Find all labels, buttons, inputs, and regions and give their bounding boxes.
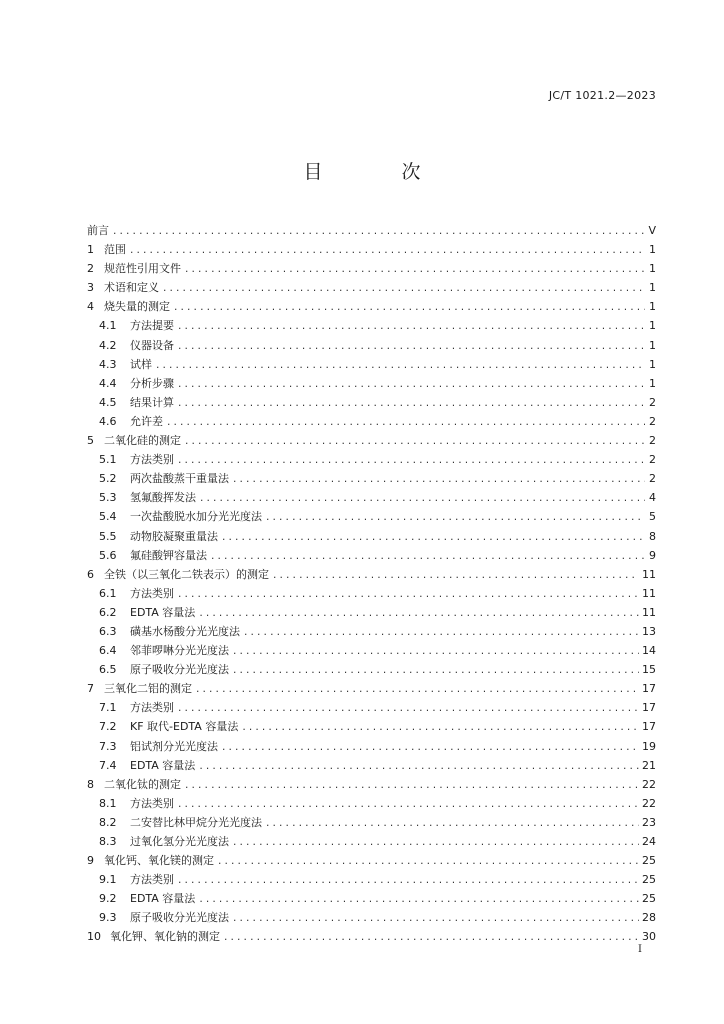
toc-entry[interactable] [87, 794, 656, 813]
toc-entry[interactable] [87, 431, 656, 450]
toc-dot-leader [232, 910, 639, 927]
toc-entry-label: 磺基水杨酸分光光度法 [130, 624, 240, 638]
toc-entry[interactable] [87, 889, 656, 908]
toc-entry-number: 8 [87, 777, 94, 791]
toc-entry-label: 二氧化硅的测定 [104, 434, 181, 448]
toc-entry-number: 7.1 [99, 701, 117, 715]
toc-entry[interactable] [87, 469, 656, 488]
toc-entry-page: 28 [642, 911, 656, 925]
toc-entry-page: 1 [649, 262, 656, 276]
toc-entry[interactable] [87, 336, 656, 355]
toc-entry-number: 5.1 [99, 453, 117, 467]
toc-entry-number: 9.2 [99, 892, 117, 906]
toc-entry-label: 氟硅酸钾容量法 [130, 548, 207, 562]
toc-entry[interactable] [87, 679, 656, 698]
toc-entry-number: 10 [87, 930, 101, 944]
standard-code: JC/T 1021.2—2023 [548, 89, 656, 102]
toc-entry-number: 8.3 [99, 835, 117, 848]
toc-entry-label: 邻菲啰啉分光光度法 [130, 644, 229, 658]
toc-entry-page: 14 [642, 644, 656, 658]
toc-entry-number: 9.3 [99, 911, 117, 925]
toc-entry[interactable] [87, 507, 656, 526]
toc-entry-label: 铝试剂分光光度法 [130, 739, 218, 753]
page-title: 目 次 [303, 161, 451, 183]
toc-dot-leader [162, 280, 645, 297]
toc-entry-number: 6.4 [99, 644, 117, 658]
toc-dot-leader [232, 471, 645, 488]
toc-entry-label: KF 取代-EDTA 容量法 [130, 720, 239, 734]
toc-entry-page: 25 [642, 873, 656, 887]
toc-entry-number: 7.3 [99, 739, 117, 753]
toc-entry-page: 9 [649, 548, 656, 562]
toc-entry-label: 术语和定义 [104, 281, 159, 295]
toc-entry-number: 5.4 [99, 510, 117, 524]
toc-entry-label: 范围 [104, 243, 126, 257]
toc-entry[interactable] [87, 546, 656, 565]
toc-entry[interactable] [87, 870, 656, 889]
toc-dot-leader [177, 700, 639, 717]
toc-entry-label: EDTA 容量法 [130, 758, 196, 772]
toc-entry-label: 方法类别 [130, 586, 174, 600]
toc-dot-leader [198, 605, 639, 622]
toc-entry-label: 二安替比林甲烷分光光度法 [130, 815, 262, 829]
toc-dot-leader [177, 318, 645, 335]
toc-entry-page: 22 [642, 796, 656, 810]
toc-entry-page: 17 [642, 701, 656, 715]
toc-entry-page: 17 [642, 682, 656, 696]
toc-entry-label: 分析步骤 [130, 376, 174, 390]
toc-dot-leader [221, 529, 645, 546]
toc-dot-leader [184, 777, 639, 794]
toc-entry-page: 2 [649, 414, 656, 428]
toc-entry-page: 25 [642, 854, 656, 868]
toc-entry-page: 11 [642, 567, 656, 581]
toc-entry-page: 11 [642, 586, 656, 600]
toc-entry[interactable] [87, 316, 656, 335]
toc-dot-leader [243, 624, 639, 641]
toc-entry-label: 方法提要 [130, 319, 174, 333]
toc-entry-label: 结果计算 [130, 395, 174, 409]
toc-entry-number: 7.4 [99, 758, 117, 772]
toc-entry-label: 试样 [130, 357, 152, 371]
toc-entry[interactable] [87, 240, 656, 259]
toc-entry-page: 30 [642, 930, 656, 944]
toc-entry-page: 2 [649, 472, 656, 486]
toc-entry-label: 方法类别 [130, 873, 174, 887]
toc-entry[interactable] [87, 813, 656, 832]
toc-entry[interactable] [87, 297, 656, 316]
toc-entry[interactable] [87, 355, 656, 374]
toc-dot-leader [217, 853, 639, 870]
toc-entry-number: 4.2 [99, 338, 117, 352]
toc-dot-leader [155, 357, 645, 374]
toc-entry-label: 原子吸收分光光度法 [130, 663, 229, 677]
toc-dot-leader [199, 490, 645, 507]
toc-entry-number: 5.3 [99, 491, 117, 505]
toc-entry-number: 5 [87, 434, 94, 448]
toc-entry-number: 9.1 [99, 873, 117, 887]
toc-entry-label: 过氧化氢分光光度法 [130, 835, 229, 848]
toc-entry-page: 1 [649, 300, 656, 314]
toc-dot-leader [177, 395, 645, 412]
toc-entry-number: 6.5 [99, 663, 117, 677]
toc-entry-label: 仪器设备 [130, 338, 174, 352]
toc-entry-page: 15 [642, 663, 656, 677]
toc-entry-number: 6.3 [99, 624, 117, 638]
footer-page-number: I [638, 944, 642, 955]
toc-dot-leader [198, 891, 639, 908]
toc-dot-leader [177, 338, 645, 355]
toc-entry-label: 氢氟酸挥发法 [130, 491, 196, 505]
toc-entry-number: 7 [87, 682, 94, 696]
toc-entry-number: 6.2 [99, 605, 117, 619]
toc-entry[interactable] [87, 412, 656, 431]
toc-entry-number: 2 [87, 262, 94, 276]
toc-entry-page: 13 [642, 624, 656, 638]
toc-entry-page: 11 [642, 605, 656, 619]
toc-dot-leader [195, 681, 639, 698]
toc-dot-leader [232, 643, 639, 660]
toc-entry[interactable] [87, 775, 656, 794]
toc-entry-number: 4.1 [99, 319, 117, 333]
toc-entry-number: 9 [87, 854, 94, 868]
toc-entry-label: EDTA 容量法 [130, 605, 196, 619]
toc-entry[interactable] [87, 641, 656, 660]
toc-dot-leader [272, 567, 639, 584]
toc-entry-label: 规范性引用文件 [104, 262, 181, 276]
toc-entry[interactable] [87, 660, 656, 679]
toc-entry-page: 5 [649, 510, 656, 524]
toc-entry-label: 方法类别 [130, 701, 174, 715]
toc-entry-number: 6.1 [99, 586, 117, 600]
toc-entry[interactable] [87, 717, 656, 736]
toc-entry-number: 8.2 [99, 815, 117, 829]
toc-entry-page: 1 [649, 357, 656, 371]
toc-entry[interactable] [87, 278, 656, 297]
toc-entry-label: 原子吸收分光光度法 [130, 911, 229, 925]
toc-entry-number: 4.5 [99, 395, 117, 409]
toc-entry-number: 6 [87, 567, 94, 581]
toc-entry-page: 1 [649, 243, 656, 257]
toc-entry-label: 三氧化二铝的测定 [104, 682, 192, 696]
toc-entry-number: 4.3 [99, 357, 117, 371]
toc-entry[interactable] [87, 584, 656, 603]
toc-entry[interactable] [87, 603, 656, 622]
toc-entry[interactable] [87, 259, 656, 278]
toc-entry[interactable] [87, 832, 656, 851]
toc-entry-number: 7.2 [99, 720, 117, 734]
toc-entry[interactable] [87, 908, 656, 927]
toc-entry-number: 4.4 [99, 376, 117, 390]
toc-entry-number: 5.5 [99, 529, 117, 543]
toc-entry-label: 前言 [87, 224, 109, 237]
toc-entry[interactable] [87, 698, 656, 717]
toc-dot-leader [177, 872, 639, 889]
toc-entry[interactable] [87, 851, 656, 870]
toc-entry-label: 氧化钾、氧化钠的测定 [110, 930, 220, 944]
toc-dot-leader [210, 548, 645, 565]
toc-entry-page: 23 [642, 815, 656, 829]
toc-entry-page: 2 [649, 453, 656, 467]
toc-entry[interactable] [87, 374, 656, 393]
toc-dot-leader [173, 299, 645, 316]
toc-entry-number: 1 [87, 243, 94, 257]
toc-entry[interactable] [87, 756, 656, 775]
toc-entry-number: 5.2 [99, 472, 117, 486]
toc-dot-leader [177, 796, 639, 813]
toc-dot-leader [265, 815, 639, 832]
toc-dot-leader [184, 261, 645, 278]
table-of-contents [87, 221, 656, 947]
toc-entry-page: 2 [649, 434, 656, 448]
toc-entry-page: 2 [649, 395, 656, 409]
toc-entry-page: 1 [649, 281, 656, 295]
toc-entry-page: 19 [642, 739, 656, 753]
toc-entry[interactable] [87, 393, 656, 412]
toc-dot-leader [184, 433, 645, 450]
toc-entry-number: 4 [87, 300, 94, 314]
toc-dot-leader [177, 452, 645, 469]
toc-dot-leader [241, 719, 639, 736]
toc-entry-page: 1 [649, 338, 656, 352]
toc-entry[interactable] [87, 527, 656, 546]
toc-dot-leader [221, 739, 639, 756]
toc-entry-label: 方法类别 [130, 796, 174, 810]
toc-dot-leader [129, 242, 645, 259]
toc-entry-label: 烧失量的测定 [104, 300, 170, 314]
toc-entry-page: 24 [642, 835, 656, 848]
toc-entry-page: 8 [649, 529, 656, 543]
toc-entry-label: 二氧化钛的测定 [104, 777, 181, 791]
toc-entry-number: 4.6 [99, 414, 117, 428]
toc-entry-number: 8.1 [99, 796, 117, 810]
toc-dot-leader [232, 834, 639, 851]
toc-entry-label: 方法类别 [130, 453, 174, 467]
toc-entry-label: 两次盐酸蒸干重量法 [130, 472, 229, 486]
toc-entry[interactable] [87, 565, 656, 584]
toc-entry-label: 一次盐酸脱水加分光光度法 [130, 510, 262, 524]
toc-entry[interactable] [87, 488, 656, 507]
toc-dot-leader [198, 758, 639, 775]
toc-dot-leader [177, 586, 639, 603]
toc-entry-page: 21 [642, 758, 656, 772]
toc-dot-leader [223, 929, 639, 946]
toc-entry[interactable] [87, 737, 656, 756]
toc-entry-label: 允许差 [130, 414, 163, 428]
toc-entry-number: 5.6 [99, 548, 117, 562]
toc-entry[interactable] [87, 622, 656, 641]
toc-entry[interactable] [87, 927, 656, 946]
toc-dot-leader [177, 376, 645, 393]
toc-entry-page: 25 [642, 892, 656, 906]
toc-entry-page: V [648, 224, 656, 237]
toc-entry-number: 3 [87, 281, 94, 295]
toc-entry-label: 动物胶凝聚重量法 [130, 529, 218, 543]
toc-dot-leader [265, 509, 645, 526]
toc-entry-label: EDTA 容量法 [130, 892, 196, 906]
toc-entry-page: 4 [649, 491, 656, 505]
toc-dot-leader [166, 414, 645, 431]
toc-entry-label: 全铁（以三氧化二铁表示）的测定 [104, 567, 269, 581]
toc-dot-leader [232, 662, 639, 679]
toc-entry-page: 22 [642, 777, 656, 791]
toc-dot-leader [112, 223, 645, 240]
toc-entry[interactable] [87, 450, 656, 469]
toc-entry-page: 1 [649, 376, 656, 390]
toc-entry-page: 1 [649, 319, 656, 333]
toc-entry[interactable] [87, 221, 656, 240]
toc-entry-page: 17 [642, 720, 656, 734]
toc-entry-label: 氧化钙、氧化镁的测定 [104, 854, 214, 868]
